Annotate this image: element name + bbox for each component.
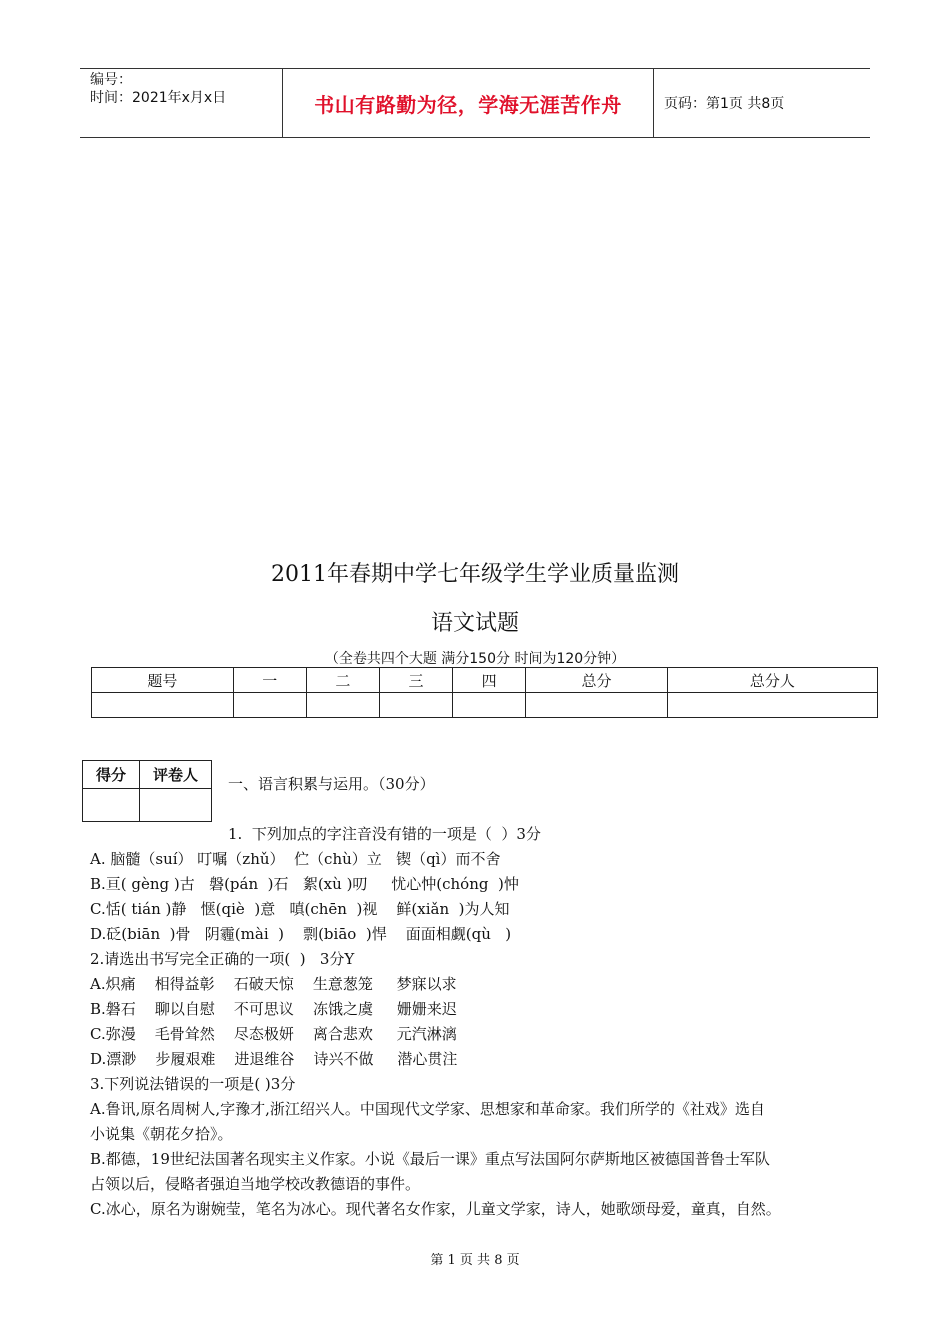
time-label: 时间：2021年x月x日 <box>90 90 227 106</box>
grader-score-label: 得分 <box>83 761 140 789</box>
question-line: C.冰心，原名为谢婉莹，笔名为冰心。现代著名女作家，儿童文学家，诗人，她歌颂母爱，童真，自然。 <box>90 1200 781 1218</box>
score-table <box>91 667 878 718</box>
score-cell[interactable] <box>306 693 379 718</box>
score-table-input-row <box>92 693 878 718</box>
question-line: C.弥漫 毛骨耸然 尽态极妍 离合悲欢 元汽淋漓 <box>90 1025 457 1043</box>
question-line: B.磐石 聊以自慰 不可思议 冻饿之虞 姗姗来迟 <box>90 1000 457 1018</box>
grader-name-cell[interactable] <box>140 789 212 822</box>
exam-title: 2011年春期中学七年级学生学业质量监测 <box>271 562 679 587</box>
score-header-cell: 题号 <box>92 668 234 693</box>
grader-score-cell[interactable] <box>83 789 140 822</box>
header-meta <box>80 69 282 137</box>
score-header-cell: 三 <box>379 668 452 693</box>
question-line: D.砭(biān )骨 阴霾(mài ) 剽(biāo )悍 面面相觑(qù ) <box>90 925 512 943</box>
question-line: 占领以后，侵略者强迫当地学校改教德语的事件。 <box>90 1175 421 1193</box>
exam-subtitle: （全卷共四个大题 满分150分 时间为120分钟） <box>324 651 626 667</box>
score-header-cell: 四 <box>453 668 526 693</box>
score-cell[interactable] <box>667 693 877 718</box>
question-line: A.炽痛 相得益彰 石破天惊 生意葱笼 梦寐以求 <box>90 975 457 993</box>
question-line: 2.请选出书写完全正确的一项( ) 3分Y <box>90 950 355 968</box>
score-header-cell: 二 <box>306 668 379 693</box>
score-header-cell: 一 <box>233 668 306 693</box>
question-line: B.亘( gèng )古 磐(pán )石 絮(xù )叨 忧心忡(chóng )忡 <box>90 875 519 893</box>
score-header-cell: 总分人 <box>667 668 877 693</box>
header-page-cell <box>654 69 870 137</box>
question-line: 小说集《朝花夕拾》。 <box>90 1125 233 1143</box>
grader-name-label: 评卷人 <box>140 761 212 789</box>
grader-box <box>82 760 212 822</box>
score-header-cell: 总分 <box>526 668 668 693</box>
serial-label: 编号： <box>90 72 132 88</box>
score-table-header-row <box>92 668 878 693</box>
question-line: 3.下列说法错误的一项是( )3分 <box>90 1075 296 1093</box>
question-line: A. 脑髓（suí） 叮嘱（zhǔ） 伫（chù）立 锲（qì）而不舍 <box>90 850 501 868</box>
score-cell[interactable] <box>233 693 306 718</box>
question-line: D.漂渺 步履艰难 进退维谷 诗兴不做 潜心贯注 <box>90 1050 458 1068</box>
score-cell[interactable] <box>379 693 452 718</box>
score-cell[interactable] <box>92 693 234 718</box>
motto: 书山有路勤为径，学海无涯苦作舟 <box>314 92 622 117</box>
score-cell[interactable] <box>453 693 526 718</box>
page-label: 页码：第1页 共8页 <box>664 96 785 112</box>
page-footer: 第 1 页 共 8 页 <box>430 1253 520 1268</box>
exam-subject: 语文试题 <box>430 611 519 636</box>
question-line: A.鲁讯,原名周树人,字豫才,浙江绍兴人。中国现代文学家、思想家和革命家。我们所学的《社戏》选自 <box>90 1100 765 1118</box>
header-motto-cell <box>282 69 654 137</box>
question-line: C.恬( tián )静 惬(qiè )意 嗔(chēn )视 鲜(xiǎn )为人知 <box>90 900 510 918</box>
question-line: 1. 下列加点的字注音没有错的一项是（ ）3分 <box>228 825 541 843</box>
score-cell[interactable] <box>526 693 668 718</box>
page-header <box>80 68 870 138</box>
question-line: B.都德，19世纪法国著名现实主义作家。小说《最后一课》重点写法国阿尔萨斯地区被德国普鲁士军队 <box>90 1150 770 1168</box>
section-heading: 一、语言积累与运用。（30分） <box>228 775 435 793</box>
